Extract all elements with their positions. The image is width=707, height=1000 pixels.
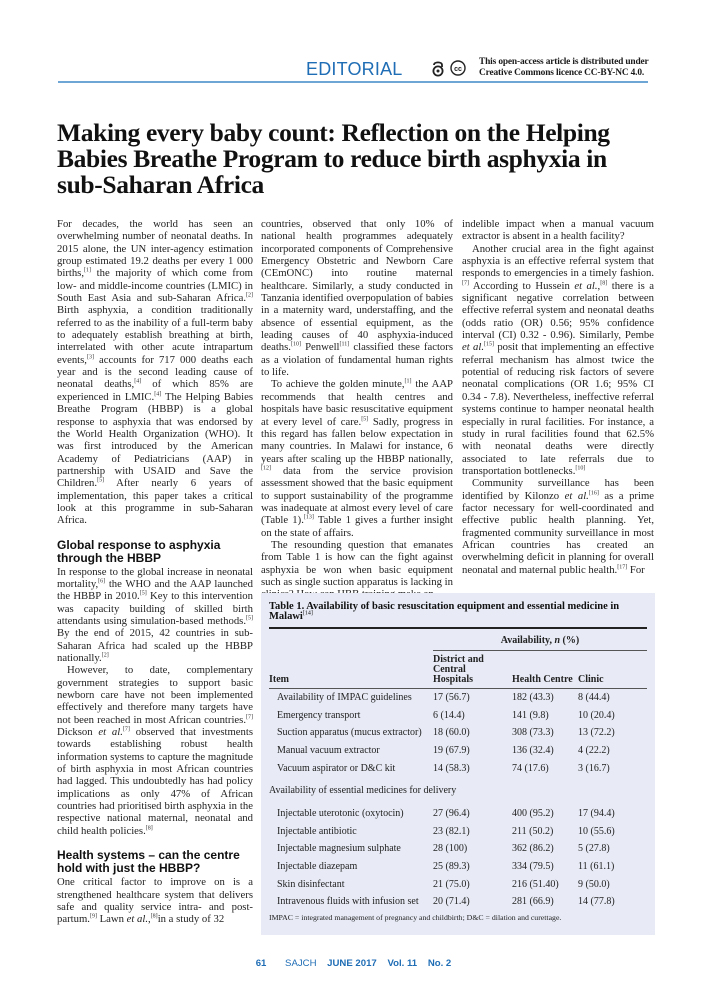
paragraph: For decades, the world has seen an overwhelming number of neonatal deaths. In 2015 alone, the UN inter-agency estimation group estimated 19.2 deaths per every 1 000 births,[1] the majority of which come from low- and middle-income countries (LMIC) in South East Asia and sub-Saharan Africa.[2] Birth asphyxia, a condition traditionally referred to as the inability of a full-term baby to adequately establish breathing at birth, interrelated with other acute intrapartum events,[3] accounts for 717 000 deaths each year and is the second leading cause of neonatal deaths,[4] of which 85% are experienced in LMIC.[4] The Helping Babies Breathe Program (HBBP) is a global response to asphyxia that was endorsed by the World Health Organization (WHO). It was first introduced by the American Academy of Pediatricians (AAP) in partnership with USAID and Save the Children.[5] After nearly 6 years of implementation, this paper takes a critical look at this programme in sub-Saharan Africa. bbox=[57, 218, 253, 527]
group-header: Availability, n (%) bbox=[500, 634, 580, 646]
column-3 bbox=[462, 218, 654, 576]
table-footnote: IMPAC = integrated management of pregnancy and childbirth; D&C = dilation and curettage. bbox=[269, 912, 562, 922]
citation[interactable]: [8] bbox=[145, 825, 153, 832]
row-item-label: Suction apparatus (mucus extractor) bbox=[277, 727, 422, 739]
cell-value: 23 (82.1) bbox=[433, 825, 470, 837]
citation[interactable]: [11] bbox=[339, 341, 350, 348]
license-line-1: This open-access article is distributed under bbox=[479, 57, 649, 67]
cell-value: 211 (50.2) bbox=[512, 825, 554, 837]
citation[interactable]: [17] bbox=[617, 564, 628, 571]
paragraph: indelible impact when a manual vacuum extractor is absent in a health facility? bbox=[462, 218, 654, 243]
paragraph: However, to date, complementary government strategies to support basic newborn care have not been implemented effectively and therefore many targets have not been reached in most African countries.[7] Dickson et al.[7] observed that investments towards establishing robust health information systems to capture the magnitude of birth asphyxia in most African countries had lagged. This undoubtedly has had policy implications as only 47% of African countries had prioritised birth asphyxia in the respective national maternal, neonatal and child health policies.[8] bbox=[57, 664, 253, 837]
table-row bbox=[269, 823, 647, 841]
cell-value: 136 (32.4) bbox=[512, 745, 554, 757]
table-row bbox=[269, 724, 647, 742]
cell-value: 13 (72.2) bbox=[578, 727, 615, 739]
paragraph: To achieve the golden minute,[1] the AAP recommends that health centres and hospitals have basic resuscitative equipment at every level of care.[5] Sadly, progress in this regard has fallen below expectation in many countries. In Malawi for instance, 6 years after scaling up the HBBP nationally,[12] data from the service provision assessment showed that the basic equipment to support sustainability of the programme was inadequate at almost every level of care (Table 1).[13] Table 1 gives a further insight on the state of affairs. bbox=[261, 378, 453, 539]
paragraph: In response to the global increase in neonatal mortality,[6] the WHO and the AAP launched the HBBP in 2010.[5] Key to this intervention was capacity building of skilled birth attendants using simulation-based methods.[5] By the end of 2015, 42 countries in sub-Saharan Africa had scaled up the HBBP nationally.[2] bbox=[57, 565, 253, 664]
equipment-rows bbox=[269, 689, 647, 777]
row-item-label: Emergency transport bbox=[277, 709, 361, 721]
cell-value: 17 (56.7) bbox=[433, 692, 470, 704]
license-notice bbox=[479, 57, 649, 78]
cell-value: 27 (96.4) bbox=[433, 808, 470, 820]
row-item-label: Vacuum aspirator or D&C kit bbox=[277, 762, 396, 774]
paragraph: Another crucial area in the fight against asphyxia is an effective referral system that responds to emergencies in a timely fashion.[7] According to Hussein et al.,[8] there is a significant negative correlation between effective referral system and neonatal deaths (odds ratio (OR) 0.56; 95% confidence interval (CI) 0.32 - 0.96). Similarly, Pembe et al.[15] posit that implementing an effective referral mechanism has almost twice the potential of reducing risk factors of severe neonatal complications (OR 1.6; 95% CI 0.34 - 7.8). Nevertheless, ineffective referral systems continue to hamper neonatal health especially in rural facilities. For instance, a study in rural facilities found that 62.5% with neonatal deaths were directly associated to late referrals due to transportation bottlenecks.[10] bbox=[462, 242, 654, 477]
table-caption: Table 1. Availability of basic resuscitation equipment and essential medicine in Malawi[14] bbox=[269, 601, 620, 622]
row-item-label: Intravenous fluids with infusion set bbox=[277, 896, 419, 908]
citation[interactable]: [2] bbox=[246, 292, 253, 299]
cell-value: 362 (86.2) bbox=[512, 843, 554, 855]
citation[interactable]: [15] bbox=[484, 341, 495, 348]
citation[interactable]: [7] bbox=[462, 280, 469, 287]
row-item-label: Skin disinfectant bbox=[277, 878, 345, 890]
section-row bbox=[269, 777, 647, 805]
table-row bbox=[269, 840, 647, 858]
cell-value: 281 (66.9) bbox=[512, 896, 554, 908]
cell-value: 74 (17.6) bbox=[512, 762, 549, 774]
table-row bbox=[269, 759, 647, 777]
header-rule bbox=[58, 81, 648, 83]
creative-commons-icon bbox=[450, 60, 466, 76]
row-item-label: Manual vacuum extractor bbox=[277, 745, 380, 757]
journal-name: SAJCH bbox=[285, 958, 317, 969]
column-header-clinic: Clinic bbox=[578, 674, 604, 685]
citation[interactable]: [9] bbox=[89, 913, 97, 920]
citation[interactable]: [5] bbox=[246, 615, 253, 622]
open-access-icon bbox=[431, 59, 445, 77]
table-row bbox=[269, 893, 647, 911]
row-item-label: Injectable antibiotic bbox=[277, 825, 357, 837]
citation[interactable]: [10] bbox=[575, 465, 586, 472]
citation[interactable]: [1] bbox=[404, 378, 412, 385]
paragraph: The resounding question that emanates from Table 1 is how can the fight against asphyxia be won when basic equipment such as single suction apparatus is lacking in bbox=[261, 538, 453, 588]
cell-value: 3 (16.7) bbox=[578, 762, 610, 774]
issue-number: No. 2 bbox=[427, 958, 452, 969]
svg-text:cc: cc bbox=[454, 65, 462, 73]
issue-date: JUNE 2017 bbox=[327, 958, 377, 969]
cell-value: 20 (71.4) bbox=[433, 896, 470, 908]
cell-value: 5 (27.8) bbox=[578, 843, 610, 855]
table-row bbox=[269, 805, 647, 823]
citation[interactable]: [5] bbox=[361, 415, 369, 422]
citation[interactable]: [3] bbox=[86, 354, 94, 361]
section-heading-health-systems: Health systems – can the centre hold with just the HBBP? bbox=[57, 848, 240, 876]
cell-value: 17 (94.4) bbox=[578, 808, 615, 820]
row-item-label: Injectable uterotonic (oxytocin) bbox=[277, 808, 404, 820]
cell-value: 308 (73.3) bbox=[512, 727, 554, 739]
citation[interactable]: [5] bbox=[139, 590, 147, 597]
cell-value: 182 (43.3) bbox=[512, 692, 554, 704]
article-title: Making every baby count: Reflection on the Helping Babies Breathe Program to reduce birth asphyxia in sub-Saharan Africa bbox=[57, 118, 610, 199]
column-header-health-centre: Health Centre bbox=[512, 674, 573, 685]
page-number: 61 bbox=[255, 958, 267, 969]
section-label-medicines: Availability of essential medicines for delivery bbox=[269, 785, 457, 797]
section-label: EDITORIAL bbox=[306, 59, 403, 79]
citation[interactable]: [8] bbox=[600, 280, 608, 287]
column-1 bbox=[57, 218, 253, 926]
column-header-item: Item bbox=[269, 674, 289, 685]
table-1 bbox=[261, 593, 655, 935]
cell-value: 4 (22.2) bbox=[578, 745, 610, 757]
cell-value: 14 (58.3) bbox=[433, 762, 470, 774]
cell-value: 216 (51.40) bbox=[512, 878, 559, 890]
cell-value: 18 (60.0) bbox=[433, 727, 470, 739]
citation[interactable]: [13] bbox=[303, 514, 314, 521]
column-header-hospitals: District and Central Hospitals bbox=[433, 654, 484, 685]
volume: Vol. 11 bbox=[387, 958, 418, 969]
citation[interactable]: [5] bbox=[97, 477, 105, 484]
citation[interactable]: [1] bbox=[84, 267, 92, 274]
column-headers bbox=[269, 651, 647, 688]
cell-value: 11 (61.1) bbox=[578, 861, 615, 873]
cell-value: 21 (75.0) bbox=[433, 878, 470, 890]
citation[interactable]: [4] bbox=[134, 378, 142, 385]
citation[interactable]: [7] bbox=[122, 726, 130, 733]
cell-value: 19 (67.9) bbox=[433, 745, 470, 757]
license-line-2: Creative Commons licence CC-BY-NC 4.0. bbox=[479, 67, 645, 78]
table-row bbox=[269, 707, 647, 725]
cell-value: 28 (100) bbox=[433, 843, 468, 855]
citation[interactable]: [14] bbox=[302, 610, 313, 617]
cell-value: 10 (20.4) bbox=[578, 709, 615, 721]
section-heading-global-response: Global response to asphyxia through the HBBP bbox=[57, 537, 221, 565]
cell-value: 8 (44.4) bbox=[578, 692, 610, 704]
cell-value: 334 (79.5) bbox=[512, 861, 554, 873]
cell-value: 141 (9.8) bbox=[512, 709, 549, 721]
table-row bbox=[269, 875, 647, 893]
cell-value: 25 (89.3) bbox=[433, 861, 470, 873]
row-item-label: Availability of IMPAC guidelines bbox=[277, 692, 412, 704]
citation[interactable]: [16] bbox=[588, 490, 599, 496]
column-2 bbox=[261, 218, 453, 601]
paragraph: Community surveillance has been identified by Kilonzo et al.[16] as a prime factor necessary for well-coordinated and effective public health planning. Yet, fragmented community surveillance in most African countries has created an overwhelming deficit in planning for overall neonatal and maternal public health.[17] For bbox=[462, 477, 654, 576]
paragraph: countries, observed that only 10% of national health programmes adequately incorporated components of Comprehensive Emergency Obstetric and Newborn Care (CEmONC) into routine maternal healthcare. Similarly, a study conducted in Tanzania identified overpopulation of babies in a maternity ward, understaffing, and the absence of essential equipment, as the leading causes of 40 asphyxia-induced deaths.[10] Penwell[11] classified these factors as a violation of fundamental human rights to life. bbox=[261, 218, 453, 379]
row-item-label: Injectable diazepam bbox=[277, 861, 358, 873]
citation[interactable]: [8] bbox=[150, 913, 158, 920]
citation[interactable]: [6] bbox=[98, 578, 106, 585]
paragraph: One critical factor to improve on is a strengthened healthcare system that delivers safe and quality service intra- and post-partum.[9] Lawn et al.,[8]in a study of 32 bbox=[57, 876, 253, 926]
table-row bbox=[269, 742, 647, 760]
page-header bbox=[0, 0, 707, 82]
table-row bbox=[269, 858, 647, 876]
citation[interactable]: [4] bbox=[154, 391, 162, 398]
citation[interactable]: [7] bbox=[246, 714, 253, 721]
cell-value: 14 (77.8) bbox=[578, 896, 615, 908]
cell-value: 400 (95.2) bbox=[512, 808, 554, 820]
cell-value: 6 (14.4) bbox=[433, 709, 465, 721]
citation[interactable]: [12] bbox=[261, 465, 271, 472]
availability-table bbox=[269, 629, 647, 911]
citation[interactable]: [10] bbox=[290, 341, 301, 348]
row-item-label: Injectable magnesium sulphate bbox=[277, 843, 401, 855]
citation[interactable]: [2] bbox=[101, 652, 109, 659]
table-row bbox=[269, 689, 647, 707]
cell-value: 10 (55.6) bbox=[578, 825, 615, 837]
page-footer bbox=[0, 958, 707, 969]
medicine-rows bbox=[269, 805, 647, 911]
cell-value: 9 (50.0) bbox=[578, 878, 610, 890]
